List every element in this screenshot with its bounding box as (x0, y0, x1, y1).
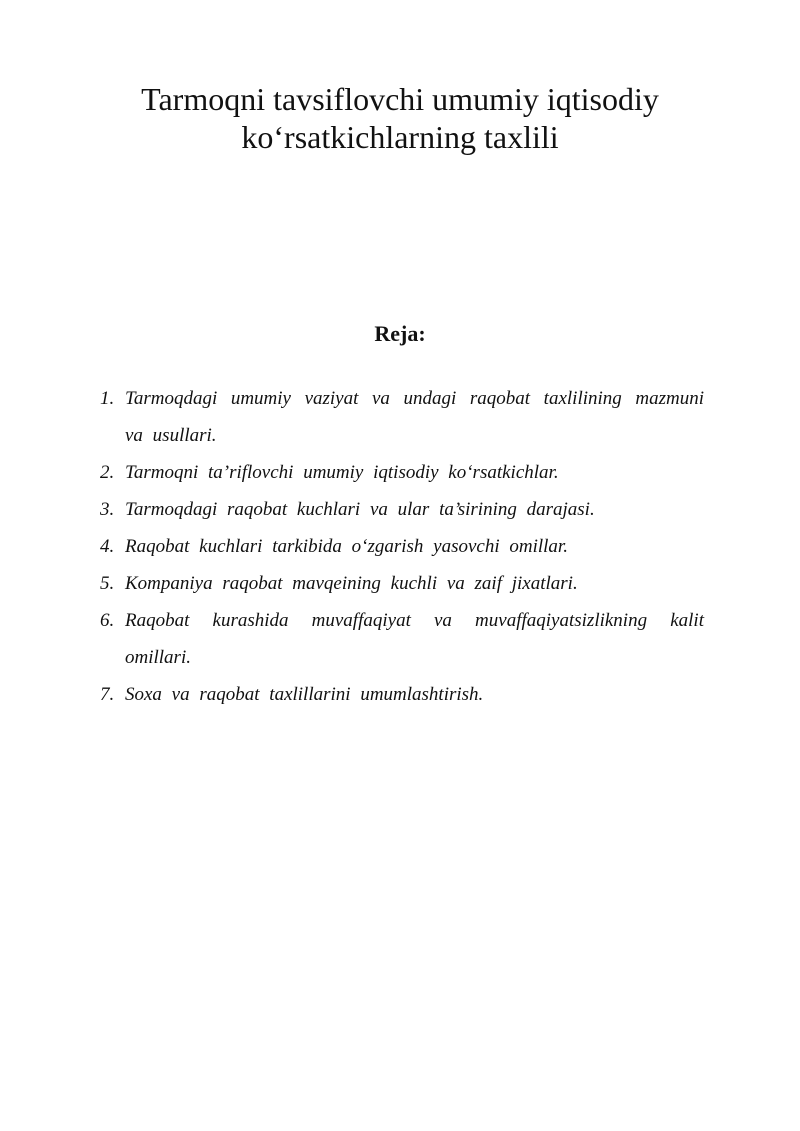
document-title (80, 80, 720, 156)
plan-item-text: Tarmoqdagi umumiy vaziyat va undagi raqobat taxlilining mazmuni va usullari. (125, 388, 704, 446)
plan-item (100, 676, 704, 713)
plan-item-number: 6. (100, 610, 115, 631)
plan-item (100, 380, 704, 454)
plan-item-number: 5. (100, 573, 115, 594)
plan-item-number: 4. (100, 536, 115, 557)
plan-item-number: 7. (100, 684, 115, 705)
document-title-line-1: Tarmoqni tavsiflovchi umumiy iqtisodiy (141, 81, 659, 117)
plan-item-number: 1. (100, 388, 115, 409)
plan-item-text: Tarmoqni ta’riflovchi umumiy iqtisodiy ko‘rsatkichlar. (125, 462, 559, 483)
plan-item (100, 565, 704, 602)
plan-item (100, 454, 704, 491)
plan-item-number: 3. (100, 499, 115, 520)
plan-list (100, 380, 704, 713)
plan-item (100, 602, 704, 676)
plan-item-text: Raqobat kurashida muvaffaqiyat va muvaffaqiyatsizlikning kalit omillari. (125, 610, 704, 668)
plan-item (100, 528, 704, 565)
plan-item-text: Kompaniya raqobat mavqeining kuchli va zaif jixatlari. (125, 573, 578, 594)
plan-item-text: Tarmoqdagi raqobat kuchlari va ular ta’sirining darajasi. (125, 499, 595, 520)
plan-item (100, 491, 704, 528)
plan-item-text: Raqobat kuchlari tarkibida o‘zgarish yasovchi omillar. (125, 536, 568, 557)
plan-item-text: Soxa va raqobat taxlillarini umumlashtirish. (125, 684, 484, 705)
plan-heading: Reja: (374, 321, 426, 346)
document-title-line-2: ko‘rsatkichlarning taxlili (241, 119, 559, 155)
plan-item-number: 2. (100, 462, 115, 483)
